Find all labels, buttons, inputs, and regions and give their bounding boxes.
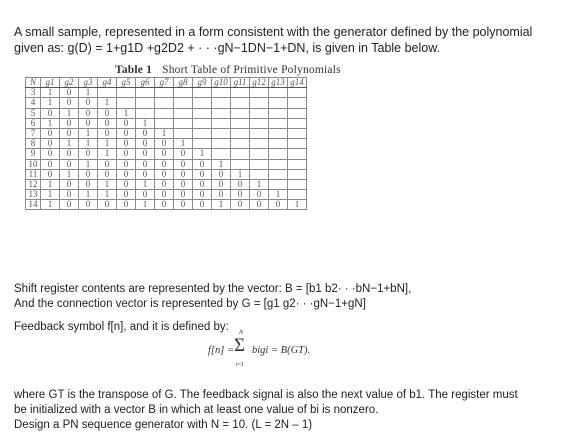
coefficient-cell xyxy=(269,169,288,179)
header-cell: g1 xyxy=(41,78,60,88)
coefficient-cell: 0 xyxy=(117,190,136,200)
coefficient-cell: 0 xyxy=(41,149,60,159)
coefficient-cell xyxy=(269,108,288,118)
table-row xyxy=(26,128,307,138)
coefficient-cell: 0 xyxy=(117,159,136,169)
coefficient-cell xyxy=(193,88,212,98)
header-cell: g4 xyxy=(98,78,117,88)
coefficient-cell xyxy=(269,179,288,189)
footer-text xyxy=(14,388,518,433)
coefficient-cell xyxy=(288,98,307,108)
coefficient-cell: 1 xyxy=(136,179,155,189)
coefficient-cell: 0 xyxy=(117,128,136,138)
coefficient-cell: 0 xyxy=(79,179,98,189)
coefficient-cell: 0 xyxy=(174,190,193,200)
coefficient-cell: 0 xyxy=(136,149,155,159)
coefficient-cell: 1 xyxy=(117,108,136,118)
coefficient-cell: 0 xyxy=(155,190,174,200)
coefficient-cell: 0 xyxy=(155,200,174,210)
coefficient-cell xyxy=(117,98,136,108)
coefficient-cell xyxy=(269,128,288,138)
feedback-line: Feedback symbol f[n], and it is defined by: xyxy=(14,321,229,333)
degree-cell: 13 xyxy=(26,190,41,200)
coefficient-cell: 0 xyxy=(79,200,98,210)
coefficient-cell: 1 xyxy=(98,98,117,108)
coefficient-cell: 1 xyxy=(193,149,212,159)
degree-cell: 10 xyxy=(26,159,41,169)
coefficient-cell xyxy=(117,88,136,98)
coefficient-cell: 0 xyxy=(136,169,155,179)
coefficient-cell xyxy=(250,88,269,98)
coefficient-cell: 0 xyxy=(98,159,117,169)
coefficient-cell: 0 xyxy=(117,200,136,210)
sigma-symbol: Σ xyxy=(234,335,246,356)
coefficient-cell: 1 xyxy=(174,139,193,149)
coefficient-cell: 0 xyxy=(79,169,98,179)
coefficient-cell xyxy=(231,139,250,149)
coefficient-cell xyxy=(193,118,212,128)
coefficient-cell xyxy=(212,98,231,108)
coefficient-cell: 1 xyxy=(136,118,155,128)
coefficient-cell xyxy=(269,118,288,128)
coefficient-cell: 1 xyxy=(212,200,231,210)
coefficient-cell: 1 xyxy=(41,98,60,108)
coefficient-cell xyxy=(288,190,307,200)
coefficient-cell xyxy=(250,159,269,169)
degree-cell: 14 xyxy=(26,200,41,210)
coefficient-cell: 1 xyxy=(250,179,269,189)
coefficient-cell xyxy=(269,88,288,98)
degree-cell: 7 xyxy=(26,128,41,138)
coefficient-cell: 1 xyxy=(288,200,307,210)
coefficient-cell: 0 xyxy=(60,98,79,108)
coefficient-cell: 0 xyxy=(231,179,250,189)
coefficient-cell xyxy=(212,118,231,128)
coefficient-cell: 1 xyxy=(231,169,250,179)
coefficient-cell xyxy=(231,98,250,108)
coefficient-cell: 1 xyxy=(41,118,60,128)
table-caption xyxy=(115,64,341,76)
coefficient-cell: 0 xyxy=(250,200,269,210)
coefficient-cell: 1 xyxy=(155,128,174,138)
header-cell: g8 xyxy=(174,78,193,88)
coefficient-cell: 0 xyxy=(79,108,98,118)
coefficient-cell xyxy=(269,149,288,159)
coefficient-cell: 0 xyxy=(117,118,136,128)
coefficient-cell: 0 xyxy=(98,118,117,128)
coefficient-cell: 0 xyxy=(174,179,193,189)
sigma-lower-limit: i=1 xyxy=(236,362,245,368)
coefficient-cell xyxy=(193,139,212,149)
header-cell: g11 xyxy=(231,78,250,88)
coefficient-cell: 0 xyxy=(155,169,174,179)
coefficient-cell: 0 xyxy=(60,88,79,98)
header-cell: g6 xyxy=(136,78,155,88)
coefficient-cell xyxy=(231,108,250,118)
coefficient-cell xyxy=(288,179,307,189)
degree-cell: 6 xyxy=(26,118,41,128)
intro-line-2: given as: g(D) = 1+g1D +g2D2 + · · ·gN−1DN−1+DN, is given in Table below. xyxy=(14,41,441,55)
table-row xyxy=(26,190,307,200)
coefficient-cell: 0 xyxy=(79,98,98,108)
table-row xyxy=(26,108,307,118)
coefficient-cell: 0 xyxy=(193,200,212,210)
coefficient-cell xyxy=(231,159,250,169)
coefficient-cell: 0 xyxy=(155,159,174,169)
coefficient-cell: 0 xyxy=(212,169,231,179)
coefficient-cell xyxy=(250,128,269,138)
coefficient-cell: 1 xyxy=(41,88,60,98)
coefficient-cell xyxy=(212,149,231,159)
coefficient-cell: 0 xyxy=(98,169,117,179)
coefficient-cell: 1 xyxy=(79,190,98,200)
coefficient-cell: 0 xyxy=(231,200,250,210)
coefficient-cell xyxy=(212,139,231,149)
coefficient-cell xyxy=(174,88,193,98)
coefficient-cell xyxy=(174,98,193,108)
header-cell: g7 xyxy=(155,78,174,88)
coefficient-cell xyxy=(288,118,307,128)
coefficient-cell: 0 xyxy=(117,139,136,149)
degree-cell: 12 xyxy=(26,179,41,189)
header-cell: g5 xyxy=(117,78,136,88)
table-row xyxy=(26,139,307,149)
coefficient-cell: 0 xyxy=(41,128,60,138)
footer-line-3: Design a PN sequence generator with N = 10. (L = 2N – 1) xyxy=(14,419,313,431)
coefficient-cell: 1 xyxy=(60,108,79,118)
coefficient-cell: 0 xyxy=(79,118,98,128)
coefficient-cell xyxy=(269,98,288,108)
coefficient-cell: 0 xyxy=(60,190,79,200)
coefficient-cell xyxy=(288,88,307,98)
coefficient-cell: 0 xyxy=(212,179,231,189)
coefficient-cell xyxy=(288,159,307,169)
coefficient-cell: 1 xyxy=(60,169,79,179)
coefficient-cell: 0 xyxy=(174,169,193,179)
formula-rhs: bigi = B(GT). xyxy=(252,345,311,356)
coefficient-cell xyxy=(212,128,231,138)
table-title: Short Table of Primitive Polynomials xyxy=(162,64,341,76)
coefficient-cell xyxy=(174,108,193,118)
shift-register-text xyxy=(14,282,411,312)
table-row xyxy=(26,200,307,210)
degree-cell: 3 xyxy=(26,88,41,98)
coefficient-cell xyxy=(136,98,155,108)
coefficient-cell: 1 xyxy=(41,190,60,200)
coefficient-cell xyxy=(155,98,174,108)
table-row xyxy=(26,118,307,128)
coefficient-cell: 0 xyxy=(60,159,79,169)
coefficient-cell: 1 xyxy=(60,139,79,149)
header-cell: g10 xyxy=(212,78,231,88)
degree-cell: 11 xyxy=(26,169,41,179)
coefficient-cell xyxy=(98,88,117,98)
coefficient-cell: 0 xyxy=(231,190,250,200)
formula-lhs: f[n] = xyxy=(208,345,235,356)
coefficient-cell xyxy=(212,88,231,98)
coefficient-cell: 0 xyxy=(117,179,136,189)
coefficient-cell xyxy=(250,108,269,118)
coefficient-cell xyxy=(212,108,231,118)
coefficient-cell xyxy=(155,108,174,118)
header-cell: g2 xyxy=(60,78,79,88)
coefficient-cell xyxy=(193,108,212,118)
coefficient-cell xyxy=(288,139,307,149)
coefficient-cell: 0 xyxy=(98,108,117,118)
coefficient-cell: 0 xyxy=(98,128,117,138)
coefficient-cell xyxy=(250,118,269,128)
coefficient-cell: 0 xyxy=(136,128,155,138)
coefficient-cell: 0 xyxy=(193,179,212,189)
coefficient-cell: 1 xyxy=(79,128,98,138)
coefficient-cell: 0 xyxy=(193,169,212,179)
header-cell: g13 xyxy=(269,78,288,88)
coefficient-cell: 1 xyxy=(212,159,231,169)
coefficient-cell: 0 xyxy=(98,200,117,210)
coefficient-cell: 1 xyxy=(41,200,60,210)
coefficient-cell: 1 xyxy=(41,179,60,189)
table-row xyxy=(26,179,307,189)
coefficient-cell xyxy=(250,169,269,179)
coefficient-cell xyxy=(174,128,193,138)
coefficient-cell: 0 xyxy=(117,169,136,179)
coefficient-cell xyxy=(193,128,212,138)
coefficient-cell xyxy=(136,88,155,98)
coefficient-cell xyxy=(193,98,212,108)
coefficient-cell xyxy=(155,118,174,128)
coefficient-cell xyxy=(250,98,269,108)
coefficient-cell: 0 xyxy=(136,139,155,149)
header-cell: g12 xyxy=(250,78,269,88)
coefficient-cell xyxy=(288,149,307,159)
table-row xyxy=(26,88,307,98)
coefficient-cell: 0 xyxy=(41,159,60,169)
primitive-polynomials-table xyxy=(25,77,307,210)
coefficient-cell xyxy=(269,159,288,169)
intro-text xyxy=(14,24,554,56)
coefficient-cell: 1 xyxy=(98,190,117,200)
coefficient-cell: 0 xyxy=(155,179,174,189)
coefficient-cell xyxy=(231,149,250,159)
sigma-upper-limit: N xyxy=(239,330,244,336)
header-cell: g3 xyxy=(79,78,98,88)
coefficient-cell: 1 xyxy=(98,139,117,149)
coefficient-cell: 0 xyxy=(60,149,79,159)
coefficient-cell: 0 xyxy=(174,149,193,159)
coefficient-cell xyxy=(136,108,155,118)
table-row xyxy=(26,169,307,179)
coefficient-cell: 1 xyxy=(79,88,98,98)
table-row xyxy=(26,159,307,169)
coefficient-cell: 0 xyxy=(155,139,174,149)
coefficient-cell xyxy=(250,149,269,159)
coefficient-cell: 1 xyxy=(269,190,288,200)
coefficient-cell: 0 xyxy=(60,128,79,138)
coefficient-cell: 0 xyxy=(60,118,79,128)
coefficient-cell: 0 xyxy=(41,108,60,118)
shift-line-1: Shift register contents are represented by the vector: B = [b1 b2· · ·bN−1+bN], xyxy=(14,283,412,295)
table-row xyxy=(26,149,307,159)
coefficient-cell xyxy=(174,118,193,128)
table-header-row xyxy=(26,78,307,88)
footer-line-1: where GT is the transpose of G. The feedback signal is also the next value of b1. The register must xyxy=(14,389,518,401)
coefficient-cell xyxy=(155,88,174,98)
coefficient-cell: 0 xyxy=(60,179,79,189)
degree-cell: 8 xyxy=(26,139,41,149)
coefficient-cell: 0 xyxy=(174,159,193,169)
coefficient-cell: 0 xyxy=(193,190,212,200)
intro-line-1: A small sample, represented in a form consistent with the generator defined by the polynomial xyxy=(14,25,533,39)
degree-cell: 9 xyxy=(26,149,41,159)
degree-cell: 5 xyxy=(26,108,41,118)
coefficient-cell xyxy=(288,169,307,179)
coefficient-cell: 0 xyxy=(155,149,174,159)
shift-line-2: And the connection vector is represented by G = [g1 g2· · ·gN−1+gN] xyxy=(14,298,366,310)
coefficient-cell xyxy=(231,88,250,98)
coefficient-cell: 0 xyxy=(136,159,155,169)
coefficient-cell xyxy=(250,139,269,149)
table-label: Table 1 xyxy=(115,64,153,76)
coefficient-cell: 1 xyxy=(98,179,117,189)
coefficient-cell: 0 xyxy=(174,200,193,210)
header-cell: N xyxy=(26,78,41,88)
coefficient-cell: 1 xyxy=(98,149,117,159)
coefficient-cell xyxy=(231,118,250,128)
coefficient-cell: 0 xyxy=(136,190,155,200)
coefficient-cell: 0 xyxy=(79,149,98,159)
coefficient-cell: 0 xyxy=(41,169,60,179)
coefficient-cell: 0 xyxy=(117,149,136,159)
coefficient-cell: 0 xyxy=(41,139,60,149)
footer-line-2: be initialized with a vector B in which at least one value of bi is nonzero. xyxy=(14,404,379,416)
coefficient-cell xyxy=(269,139,288,149)
coefficient-cell: 0 xyxy=(60,200,79,210)
degree-cell: 4 xyxy=(26,98,41,108)
header-cell: g14 xyxy=(288,78,307,88)
coefficient-cell: 0 xyxy=(212,190,231,200)
coefficient-cell: 0 xyxy=(193,159,212,169)
header-cell: g9 xyxy=(193,78,212,88)
coefficient-cell: 1 xyxy=(79,139,98,149)
coefficient-cell: 1 xyxy=(79,159,98,169)
coefficient-cell: 1 xyxy=(136,200,155,210)
coefficient-cell: 0 xyxy=(250,190,269,200)
table-row xyxy=(26,98,307,108)
coefficient-cell: 0 xyxy=(269,200,288,210)
coefficient-cell xyxy=(288,128,307,138)
coefficient-cell xyxy=(288,108,307,118)
coefficient-cell xyxy=(231,128,250,138)
